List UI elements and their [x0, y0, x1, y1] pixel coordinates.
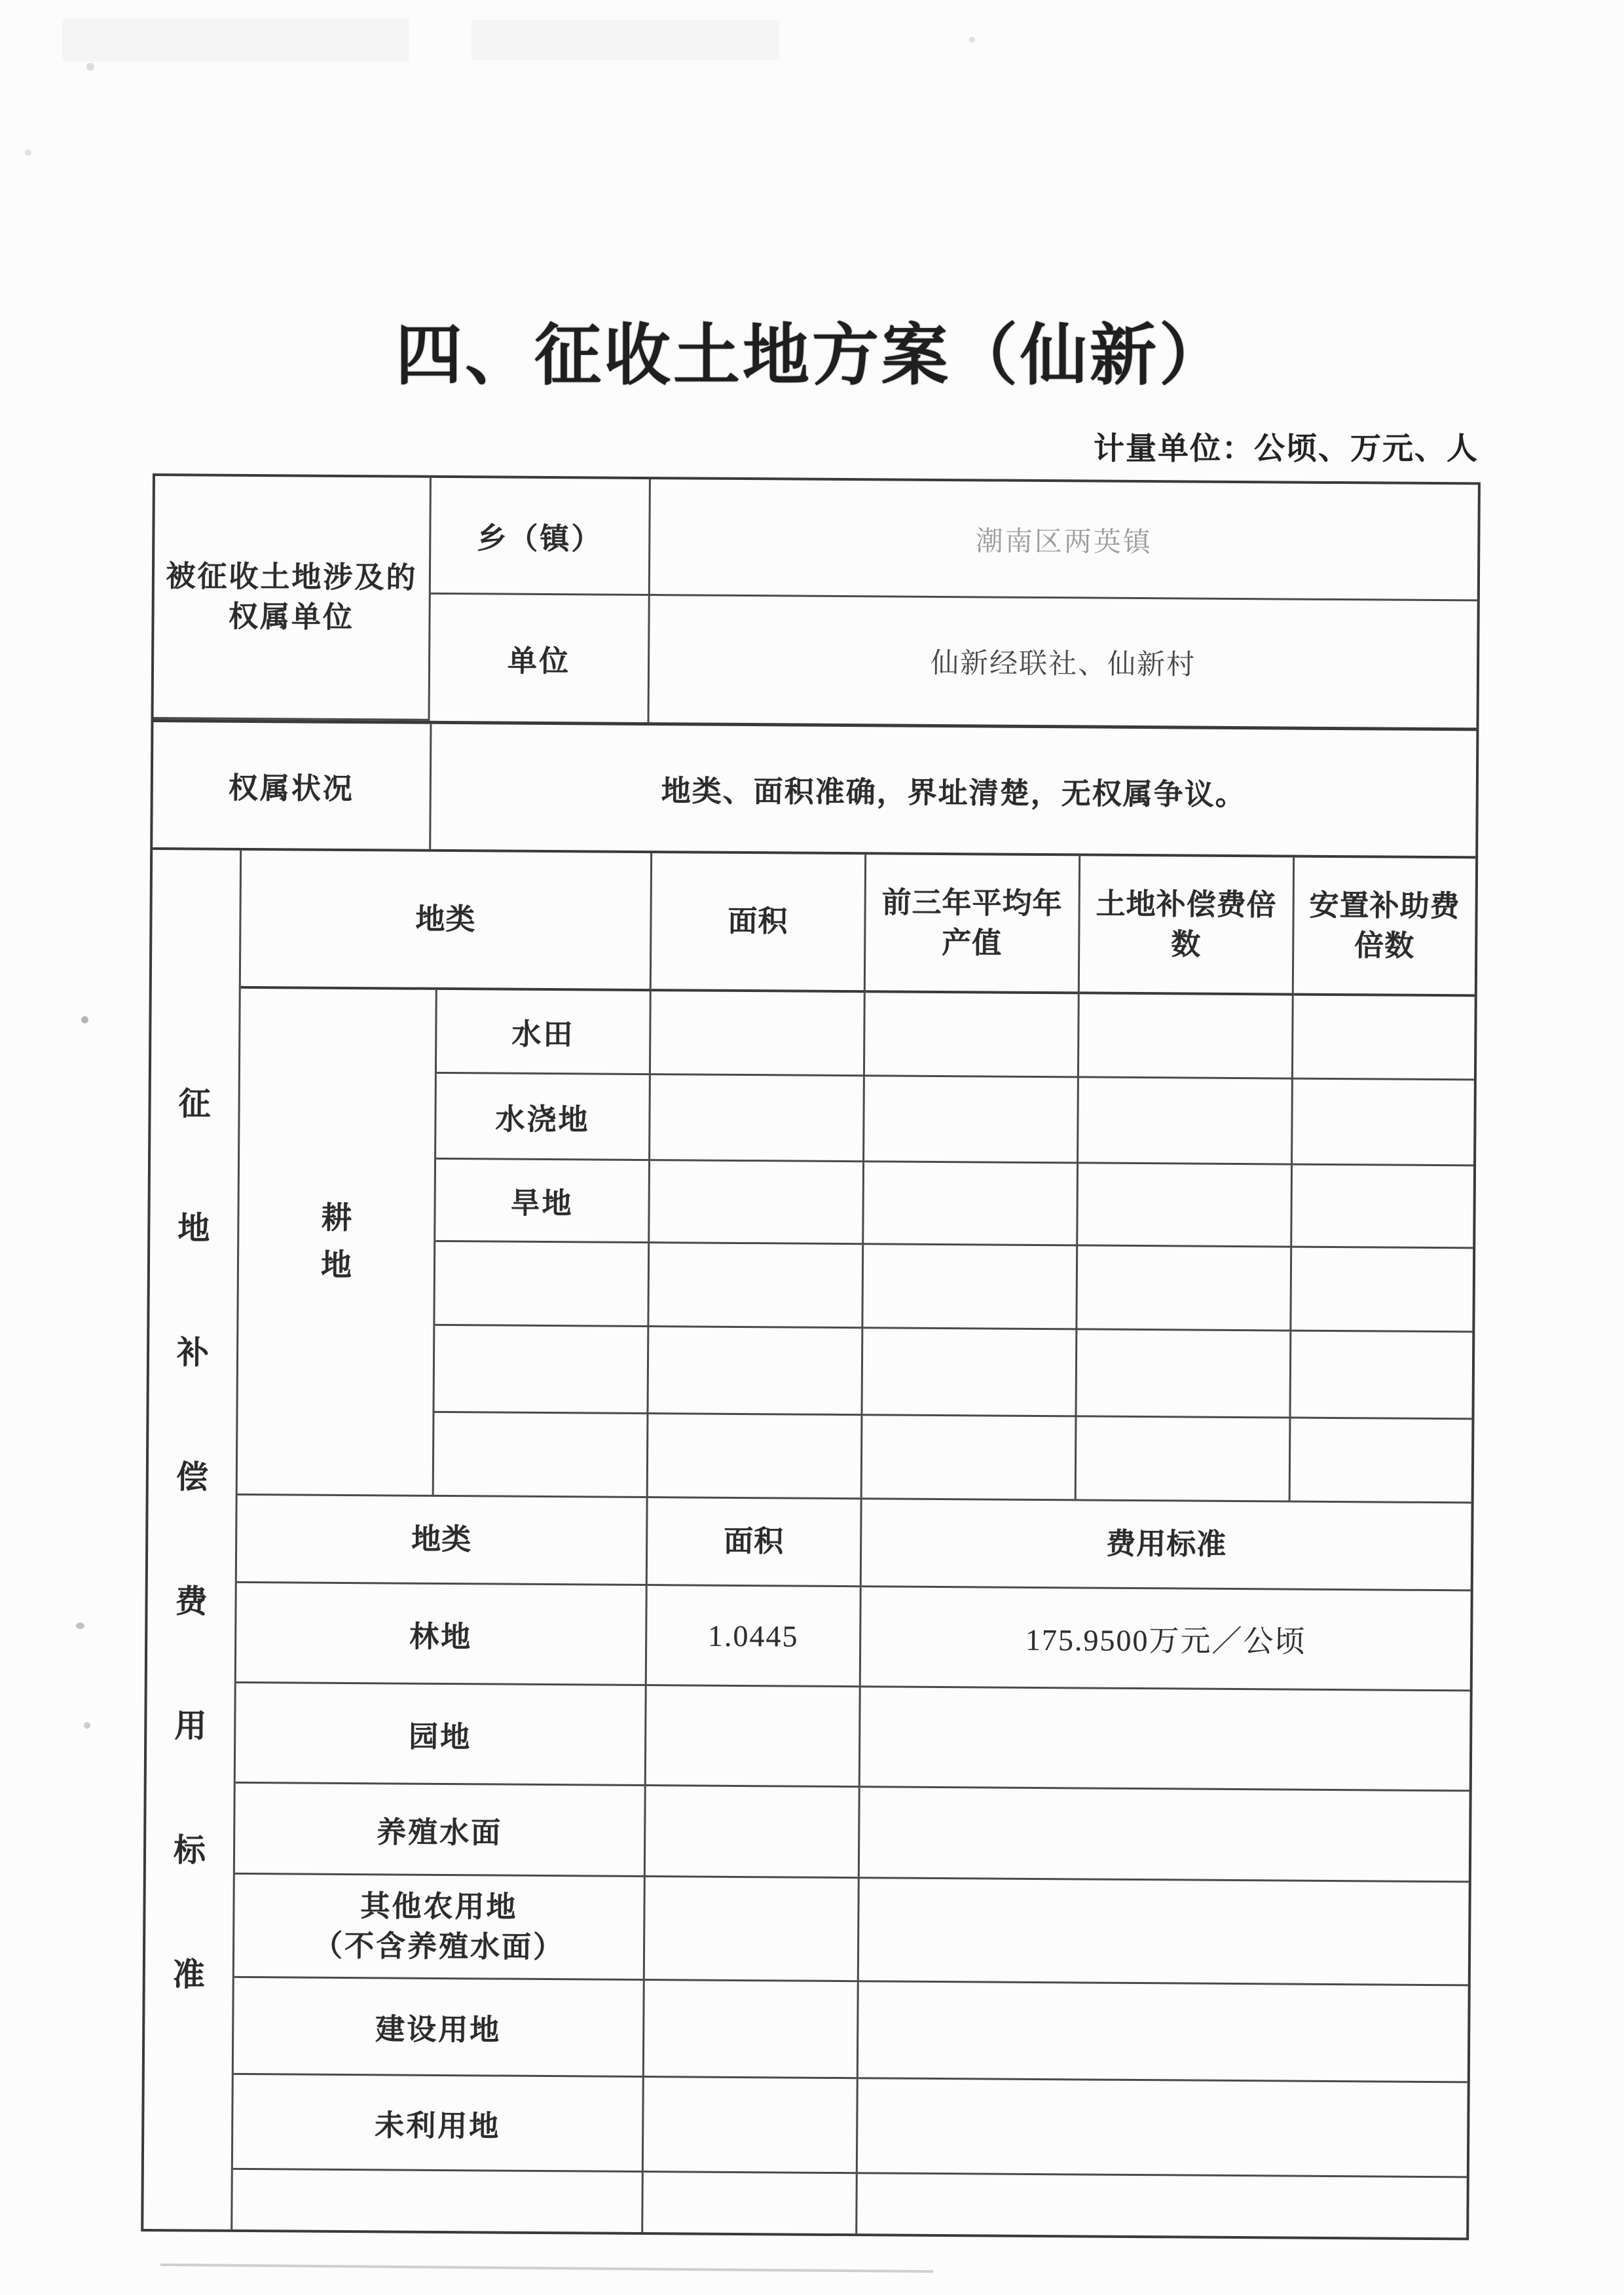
empty-cell — [651, 991, 866, 1076]
empty-cell — [649, 1243, 864, 1329]
category-header-area: 面积 — [652, 853, 866, 993]
empty-cell — [1293, 1080, 1474, 1167]
fee-row-area-other-agricultural — [645, 1877, 860, 1982]
empty-cell — [1078, 1164, 1293, 1247]
fee-row-label-blank — [232, 2170, 644, 2232]
empty-cell — [1077, 1330, 1291, 1418]
fee-row-label-construction: 建设用地 — [234, 1978, 645, 2078]
empty-cell — [1077, 1417, 1291, 1502]
category-header-land-type: 地类 — [241, 851, 652, 991]
ownership-units-section — [153, 476, 1477, 731]
subrow-label-irrigated: 水浇地 — [436, 1074, 651, 1161]
scan-smudge — [471, 20, 779, 60]
tenure-status-value: 地类、面积准确，界址清楚，无权属争议。 — [661, 775, 1246, 812]
compensation-standards-section — [143, 850, 1475, 2237]
fee-row-fee-unused — [858, 2079, 1467, 2178]
empty-cell — [1292, 1166, 1473, 1249]
fee-row-fee-construction — [858, 1982, 1468, 2083]
category-header-resettlement-multiple: 安置补助费倍数 — [1294, 858, 1475, 997]
scan-speck — [86, 63, 94, 71]
fee-row-label-unused: 未利用地 — [233, 2075, 644, 2173]
empty-cell — [650, 1075, 865, 1162]
fee-row-fee-garden — [860, 1687, 1470, 1791]
fee-row-fee-blank — [857, 2174, 1467, 2237]
subrow-label-dry: 旱地 — [435, 1160, 650, 1243]
empty-cell — [864, 1076, 1079, 1164]
involved-units-label: 被征收土地涉及的 权属单位 — [154, 476, 432, 721]
fee-header-area: 面积 — [648, 1498, 862, 1587]
subrow-label-paddy: 水田 — [437, 990, 652, 1075]
empty-cell — [862, 1329, 1077, 1417]
fee-row-label-forest: 林地 — [236, 1583, 648, 1686]
scan-shadow-line — [160, 2264, 933, 2273]
tenure-status-section — [153, 722, 1476, 858]
fee-header-land-type: 地类 — [237, 1496, 648, 1586]
fee-row-fee-other-agricultural — [859, 1879, 1469, 1986]
category-header-land-comp-multiple: 土地补偿费倍数 — [1080, 856, 1295, 995]
fee-header-fee-standard: 费用标准 — [862, 1499, 1471, 1591]
fee-row-label-other-agricultural: 其他农用地 （不含养殖水面） — [234, 1875, 646, 1981]
empty-cell — [1291, 1419, 1472, 1504]
township-label: 乡（镇） — [431, 478, 651, 596]
fee-row-label-aquaculture: 养殖水面 — [235, 1784, 646, 1877]
fee-row-area-forest: 1.0445 — [647, 1586, 862, 1687]
empty-cell — [1293, 996, 1475, 1081]
empty-cell — [862, 1416, 1077, 1501]
land-expropriation-form-table — [141, 473, 1481, 2240]
page-title: 四、征收土地方案（仙新） — [396, 318, 1228, 393]
fee-row-area-unused — [644, 2078, 858, 2174]
scan-speck — [25, 149, 31, 156]
scan-speck — [81, 1016, 88, 1023]
scan-speck — [84, 1722, 90, 1729]
scan-smudge — [62, 18, 409, 62]
township-value: 潮南区两英镇 — [650, 479, 1478, 601]
fee-row-fee-forest: 175.9500万元／公顷 — [861, 1587, 1471, 1691]
scan-speck — [969, 37, 975, 43]
unit-label: 单位 — [430, 595, 650, 722]
subrow-label-blank — [435, 1242, 650, 1327]
empty-cell — [1079, 1078, 1293, 1165]
empty-cell — [648, 1414, 863, 1499]
empty-cell — [648, 1327, 863, 1416]
unit-value: 仙新经联社、仙新村 — [930, 648, 1196, 681]
compensation-side-label: 征 地 补 偿 费 用 标 准 — [143, 850, 242, 2230]
empty-cell — [1079, 994, 1294, 1079]
empty-cell — [1291, 1332, 1472, 1420]
empty-cell — [863, 1245, 1078, 1330]
empty-cell — [650, 1161, 864, 1245]
empty-cell — [864, 1162, 1079, 1246]
category-header-avg-output: 前三年平均年产值 — [866, 854, 1080, 994]
subrow-label-blank — [434, 1326, 649, 1414]
empty-cell — [1291, 1248, 1473, 1333]
tenure-status-label: 权属状况 — [153, 722, 432, 849]
subrow-label-blank — [434, 1413, 649, 1498]
measurement-unit-note: 计量单位：公顷、万元、人 — [1094, 431, 1479, 466]
fee-row-area-blank — [643, 2173, 858, 2233]
empty-cell — [1077, 1246, 1292, 1331]
fee-row-area-construction — [644, 1981, 859, 2079]
cultivated-land-group-label: 耕 地 — [238, 989, 437, 1497]
fee-row-area-garden — [646, 1686, 861, 1788]
scan-speck — [76, 1623, 84, 1629]
fee-row-area-aquaculture — [646, 1786, 860, 1879]
fee-row-fee-aquaculture — [860, 1788, 1469, 1882]
empty-cell — [865, 993, 1080, 1078]
fee-row-label-garden: 园地 — [236, 1683, 647, 1786]
